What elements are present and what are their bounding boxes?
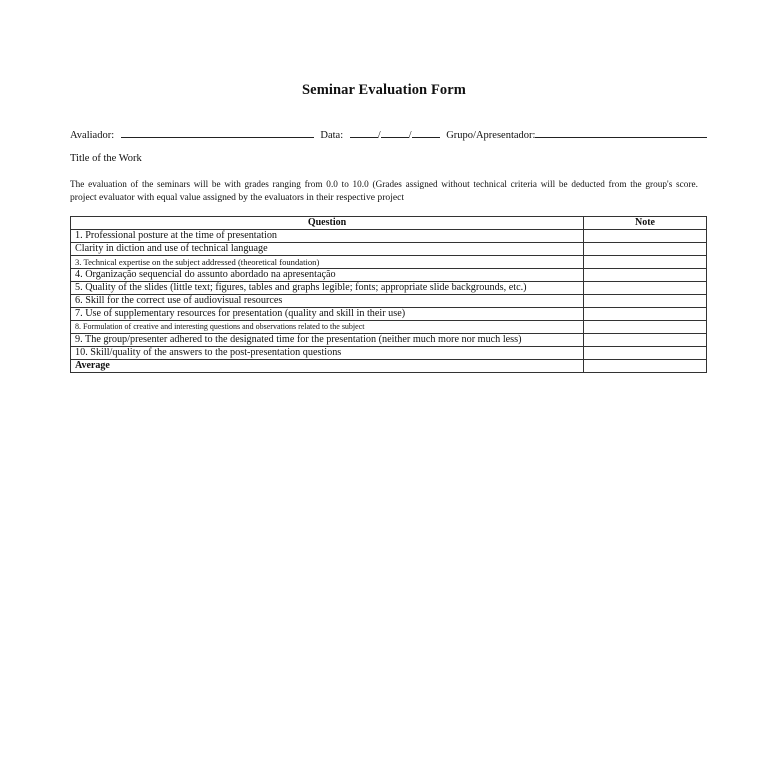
- date-day-field[interactable]: [350, 127, 378, 138]
- instructions-line-2: project evaluator with equal value assigned by the evaluators in their respective project: [70, 192, 405, 203]
- average-label: Average: [71, 360, 584, 373]
- table-row: [71, 321, 707, 334]
- date-separator: /: [408, 130, 412, 141]
- group-label: Grupo/Apresentador:: [446, 130, 536, 141]
- table-row: [71, 269, 707, 282]
- date-year-field[interactable]: [412, 127, 440, 138]
- note-cell[interactable]: [584, 295, 707, 308]
- question-cell: 1. Professional posture at the time of presentation: [71, 230, 584, 243]
- question-cell: 3. Technical expertise on the subject addressed (theoretical foundation): [71, 256, 584, 269]
- note-cell[interactable]: [584, 334, 707, 347]
- average-value-cell[interactable]: [584, 360, 707, 373]
- note-cell[interactable]: [584, 308, 707, 321]
- note-cell[interactable]: [584, 321, 707, 334]
- date-label: Data:: [320, 130, 344, 141]
- group-field[interactable]: [535, 127, 707, 138]
- evaluation-table: [70, 216, 707, 373]
- question-cell: 4. Organização sequencial do assunto abordado na apresentação: [71, 269, 584, 282]
- question-cell: 10. Skill/quality of the answers to the post-presentation questions: [71, 347, 584, 360]
- table-row: [71, 230, 707, 243]
- work-title-label: Title of the Work: [70, 153, 142, 164]
- table-row: [71, 347, 707, 360]
- question-cell: 9. The group/presenter adhered to the designated time for the presentation (neither much more nor much less): [71, 334, 584, 347]
- column-header-note: Note: [584, 217, 707, 230]
- form-header-fields: [70, 127, 707, 141]
- average-row: [71, 360, 707, 373]
- evaluator-field[interactable]: [121, 127, 314, 138]
- question-cell: 6. Skill for the correct use of audiovisual resources: [71, 295, 584, 308]
- form-title: Seminar Evaluation Form: [302, 82, 466, 98]
- question-cell: 5. Quality of the slides (little text; figures, tables and graphs legible; fonts; appropriate slide backgrounds, etc.): [71, 282, 584, 295]
- date-separator: /: [377, 130, 381, 141]
- table-row: [71, 256, 707, 269]
- table-row: [71, 295, 707, 308]
- evaluator-label: Avaliador:: [70, 130, 115, 141]
- note-cell[interactable]: [584, 269, 707, 282]
- note-cell[interactable]: [584, 282, 707, 295]
- note-cell[interactable]: [584, 347, 707, 360]
- table-row: [71, 334, 707, 347]
- date-month-field[interactable]: [381, 127, 409, 138]
- instructions-line-1: The evaluation of the seminars will be with grades ranging from 0.0 to 10.0 (Grades assigned without technical criteria will be deducted from the group's score.: [70, 179, 698, 189]
- table-row: [71, 243, 707, 256]
- note-cell[interactable]: [584, 230, 707, 243]
- instructions: [70, 178, 698, 204]
- table-row: [71, 308, 707, 321]
- table-row: [71, 282, 707, 295]
- note-cell[interactable]: [584, 243, 707, 256]
- table-header-row: [71, 217, 707, 230]
- question-cell: 8. Formulation of creative and interesting questions and observations related to the subject: [71, 321, 584, 334]
- question-cell: Clarity in diction and use of technical language: [71, 243, 584, 256]
- column-header-question: Question: [71, 217, 584, 230]
- question-cell: 7. Use of supplementary resources for presentation (quality and skill in their use): [71, 308, 584, 321]
- note-cell[interactable]: [584, 256, 707, 269]
